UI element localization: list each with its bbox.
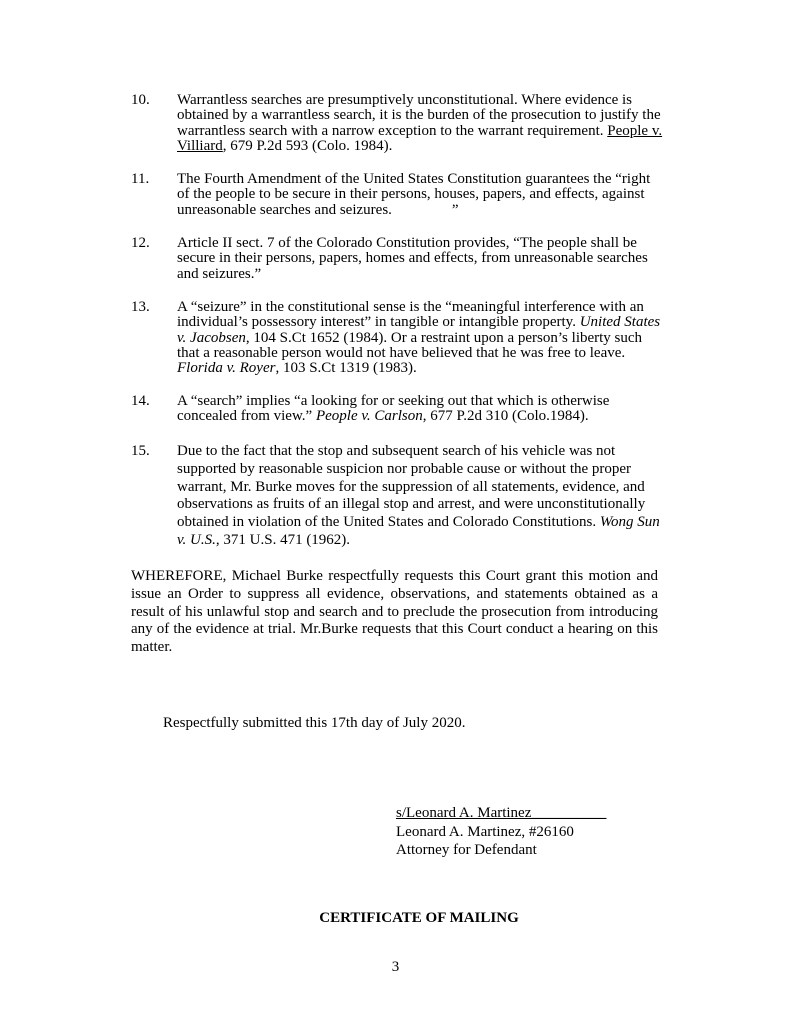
paragraph-text: The Fourth Amendment of the United States Constitution guarantees the “right of the people to be secure in their persons, houses, papers, and effects, against unreasonable searches and seizures.	[177, 171, 651, 218]
certificate-heading: CERTIFICATE OF MAILING	[319, 910, 519, 926]
paragraph-14	[131, 394, 666, 425]
paragraph-body	[177, 93, 666, 154]
paragraph-body	[177, 172, 666, 218]
case-citation: , 677 P.2d 310 (Colo.1984).	[422, 408, 589, 425]
case-citation: , 371 U.S. 471 (1962).	[215, 531, 351, 548]
signature-block	[396, 804, 606, 860]
attorney-name: Leonard A. Martinez, #26160	[396, 823, 574, 840]
page-number: 3	[391, 959, 400, 975]
paragraph-number: 13.	[131, 299, 150, 315]
case-name: Florida v. Royer	[177, 360, 276, 377]
closing-quote: ”	[451, 201, 459, 218]
paragraph-text: Due to the fact that the stop and subsequent search of his vehicle was not supported by reasonable suspicion nor probable cause or without the proper warrant, Mr. Burke moves for the suppression of all statements, evidence, and observations as fruits of an illegal stop and arrest, and were unconstitutionally obtained in violation of the United States and Colorado Constitutions.	[177, 443, 646, 531]
paragraph-body	[177, 300, 666, 376]
case-citation: , 679 P.2d 593 (Colo. 1984).	[222, 137, 393, 154]
case-name: United States v. Jacobsen	[177, 314, 661, 346]
paragraph-text: A “seizure” in the constitutional sense is the “meaningful interference with an individual’s possessory interest” in tangible or intangible property.	[177, 299, 644, 331]
paragraph-12	[131, 236, 666, 282]
paragraph-number: 14.	[131, 393, 150, 409]
case-name: People v. Villiard	[177, 122, 663, 154]
paragraph-number: 11.	[131, 171, 150, 187]
paragraph-number: 12.	[131, 235, 150, 251]
paragraph-text: Article II sect. 7 of the Colorado Constitution provides, “The people shall be secure in their persons, papers, homes and effects, from unreasonable searches and seizures.”	[177, 235, 648, 282]
electronic-signature: s/Leonard A. Martinez__________	[396, 805, 607, 821]
paragraph-text: Warrantless searches are presumptively unconstitutional. Where evidence is obtained by a warrantless search, it is the burden of the prosecution to justify the warrantless search with a narrow exception to the warrant requirement.	[177, 92, 661, 139]
case-name: People v. Carlson	[315, 408, 423, 425]
paragraph-15	[131, 443, 666, 550]
wherefore-clause: WHEREFORE, Michael Burke respectfully requests this Court grant this motion and issue an Order to suppress all evidence, observations, and statements obtained as a result of his unlawful stop and search and to preclude the prosecution from introducing any of the evidence at trial. Mr.Burke requests that this Court conduct a hearing on this matter.	[131, 568, 658, 656]
paragraph-body	[177, 394, 666, 425]
paragraph-text: A “search” implies “a looking for or seeking out that which is otherwise concealed from view.”	[177, 393, 610, 425]
paragraph-10	[131, 93, 666, 154]
case-name: Wong Sun v. U.S.	[177, 514, 660, 548]
paragraph-number: 15.	[131, 443, 150, 459]
paragraph-body	[177, 443, 666, 550]
paragraph-body	[177, 236, 666, 282]
paragraph-11	[131, 172, 666, 218]
case-citation: , 103 S.Ct 1319 (1983).	[275, 360, 417, 377]
paragraph-text: , 104 S.Ct 1652 (1984). Or a restraint upon a person’s liberty such that a reasonable person would not have believed that he was free to leave.	[177, 329, 643, 361]
submission-date-line: Respectfully submitted this 17th day of July 2020.	[163, 715, 466, 731]
attorney-role: Attorney for Defendant	[396, 842, 537, 858]
paragraph-number: 10.	[131, 92, 150, 108]
paragraph-13	[131, 300, 666, 376]
